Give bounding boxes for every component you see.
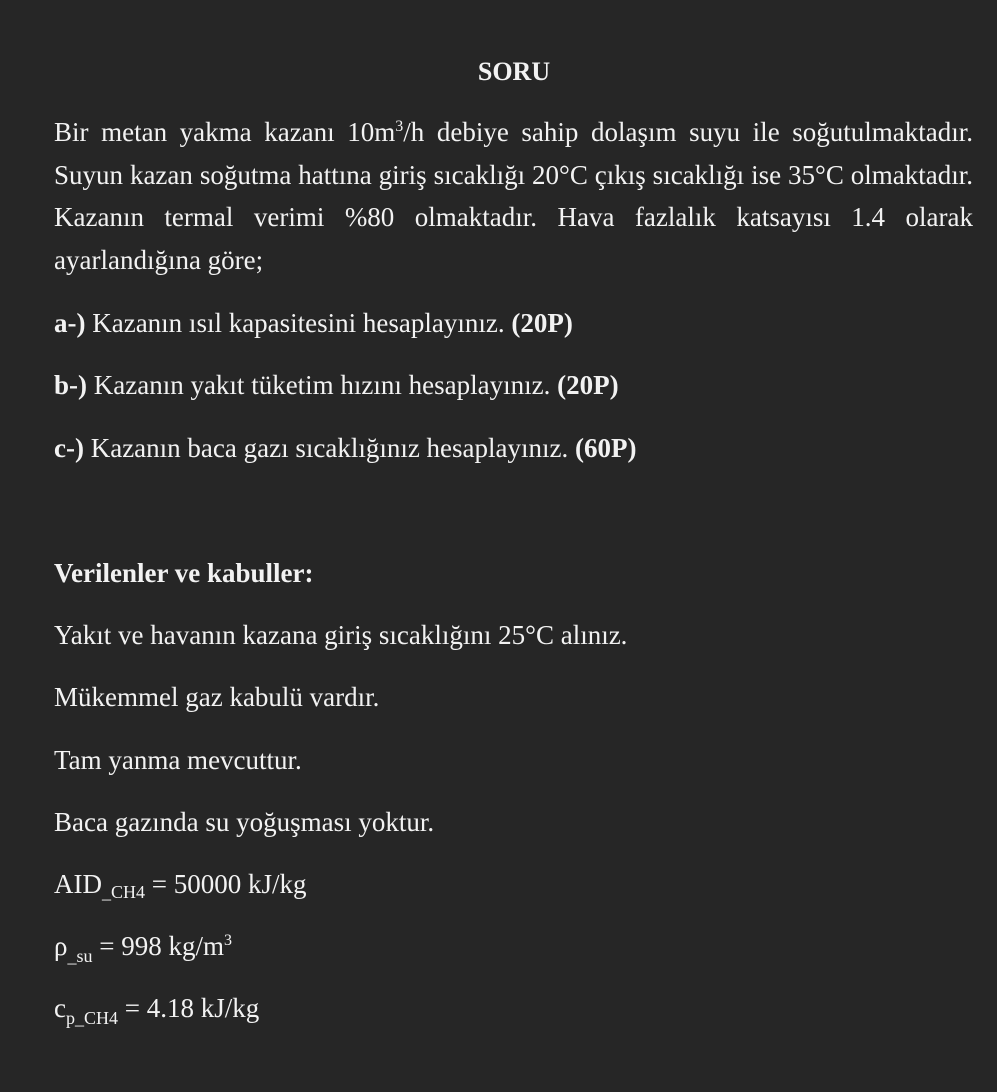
question-c-text: Kazanın baca gazı sıcaklığınız hesaplayınız. [83, 433, 576, 463]
given-rho [54, 926, 232, 966]
problem-statement [54, 111, 973, 282]
question-c-points: (60P) [575, 433, 637, 463]
question-b-text: Kazanın yakıt tüketim hızını hesaplayınız. [87, 370, 558, 400]
rho-superscript: 3 [223, 932, 232, 949]
question-c [54, 428, 637, 468]
question-b [54, 365, 619, 405]
assumption-ideal-gas: Mükemmel gaz kabulü vardır. [54, 682, 380, 712]
problem-intro-rest: /h debiye sahip dolaşım suyu ile soğutulmaktadır. Suyun kazan soğutma hattına giriş sıcaklığı 20°C çıkış sıcaklığı ise 35°C olmaktadır. Kazanın termal verimi %80 olmaktadır. Hava fazlalık katsayısı 1.4 olarak ayarlandığına göre; [54, 117, 973, 276]
given-cp [54, 988, 259, 1028]
question-a [54, 303, 573, 343]
cp-subscript: p_CH4 [65, 1008, 118, 1028]
question-a-label: a-) [54, 308, 86, 338]
rho-symbol: ρ [54, 931, 68, 961]
assumption-inlet-temp: Yakıt ve havanın kazana giriş sıcaklığını 25°C alınız. [54, 620, 628, 650]
question-c-label: c-) [54, 433, 84, 463]
aid-subscript: _CH4 [102, 882, 146, 902]
cp-value: = 4.18 kJ/kg [118, 993, 260, 1023]
cp-symbol: c [54, 993, 66, 1023]
assumption-complete-combustion: Tam yanma mevcuttur. [54, 745, 302, 775]
rho-subscript: _su [67, 946, 93, 966]
question-a-text: Kazanın ısıl kapasitesini hesaplayınız. [85, 308, 512, 338]
superscript-3: 3 [395, 118, 404, 135]
assumption-no-condensation: Baca gazında su yoğuşması yoktur. [54, 807, 435, 837]
given-aid [54, 864, 307, 904]
question-b-label: b-) [54, 370, 87, 400]
question-a-points: (20P) [511, 308, 573, 338]
problem-intro-text: Bir metan yakma kazanı 10m [54, 117, 396, 147]
givens-heading: Verilenler ve kabuller: [54, 558, 314, 588]
aid-symbol: AID [54, 869, 102, 899]
rho-value: = 998 kg/m [92, 931, 224, 961]
page-title: SORU [477, 57, 551, 86]
question-b-points: (20P) [557, 370, 619, 400]
aid-value: = 50000 kJ/kg [145, 869, 307, 899]
